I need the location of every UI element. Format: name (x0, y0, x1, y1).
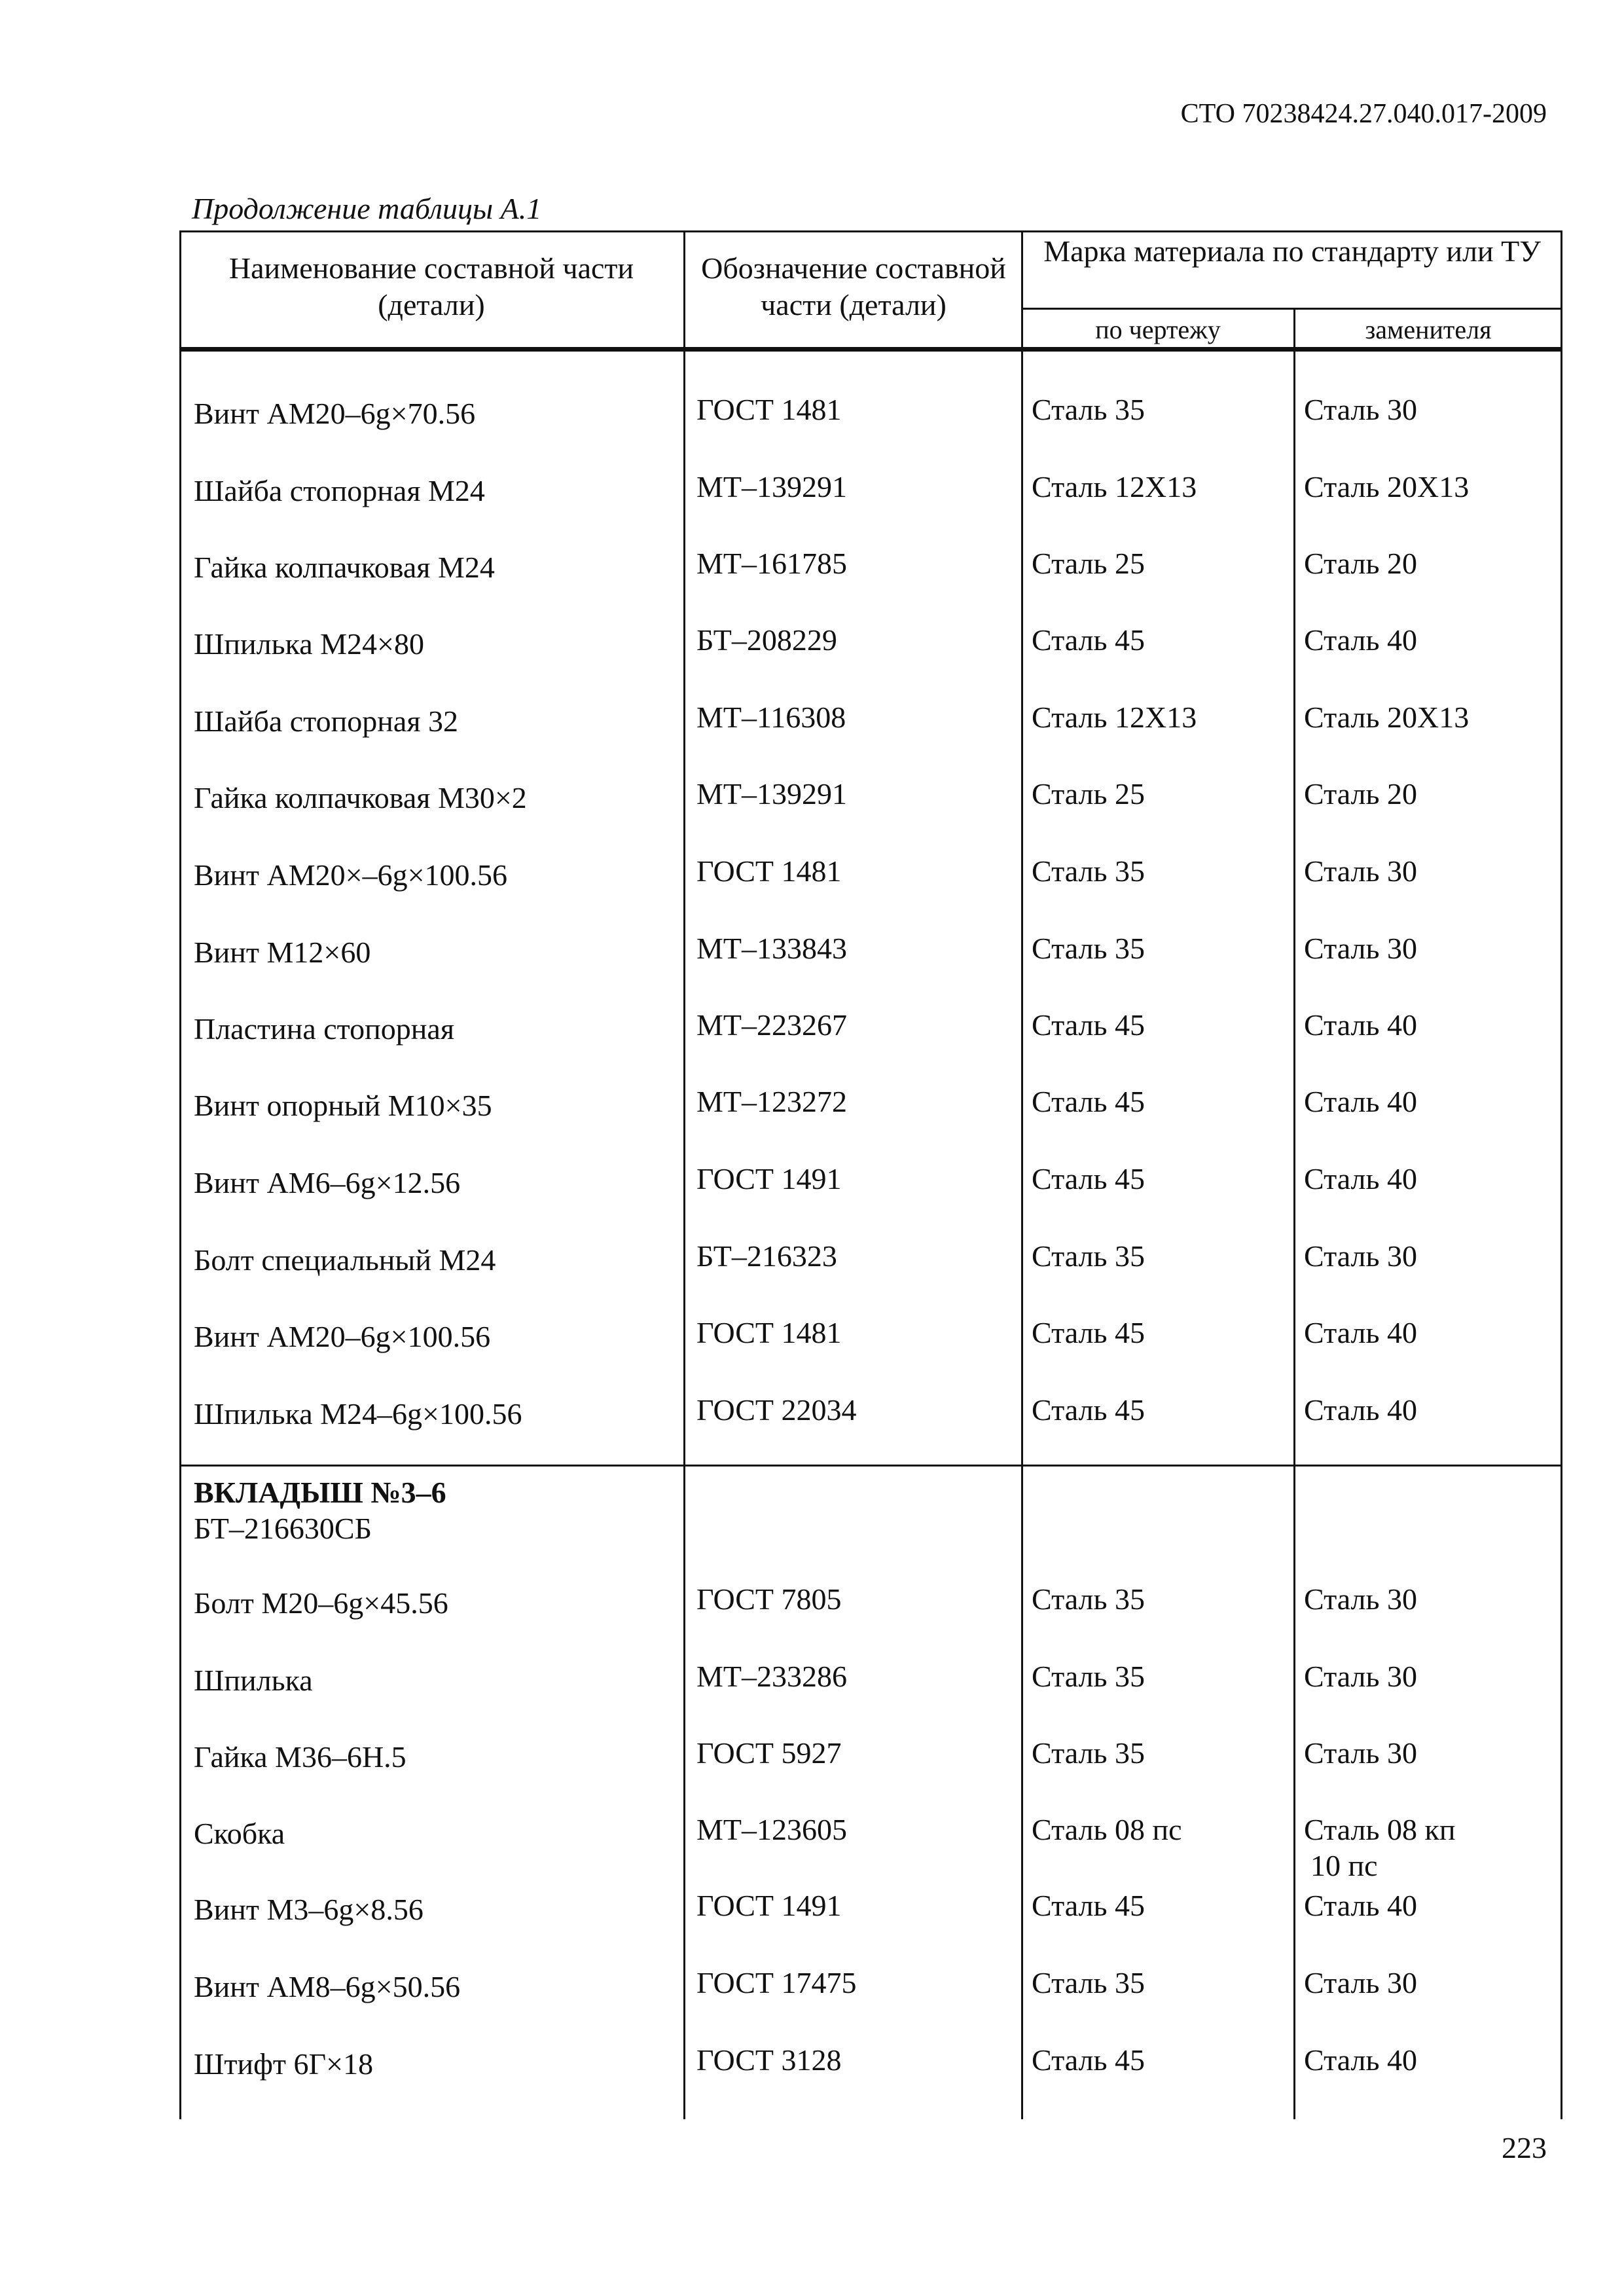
cell-substitute: Сталь 20 (1304, 547, 1417, 580)
cell-substitute: Сталь 40 (1304, 1316, 1417, 1349)
cell-name: Винт М12×60 (194, 936, 371, 969)
cell-by-drawing: Сталь 12Х13 (1032, 470, 1197, 503)
table-border-top (179, 230, 1562, 232)
cell-by-drawing: Сталь 45 (1032, 1889, 1145, 1922)
cell-by-drawing: Сталь 45 (1032, 623, 1145, 657)
section-title: ВКЛАДЫШ №3–6 (194, 1476, 446, 1509)
table-row (179, 1580, 1562, 1658)
table-row (179, 1237, 1562, 1315)
cell-by-drawing: Сталь 35 (1032, 1660, 1145, 1693)
cell-name: Шайба стопорная М24 (194, 474, 485, 507)
cell-designation: ГОСТ 3128 (696, 2043, 842, 2077)
table-row (179, 545, 1562, 622)
table-row (179, 930, 1562, 1007)
cell-substitute: Сталь 30 (1304, 932, 1417, 965)
table-row (179, 1160, 1562, 1237)
cell-substitute: Сталь 08 кп (1304, 1813, 1456, 1846)
header-by-drawing: по чертежу (1095, 315, 1221, 344)
cell-name: Винт М3–6g×8.56 (194, 1893, 424, 1926)
table-row (179, 2041, 1562, 2119)
cell-by-drawing: Сталь 45 (1032, 1008, 1145, 1042)
cell-designation: БТ–208229 (696, 623, 837, 657)
table-row (179, 852, 1562, 930)
cell-designation: МТ–133843 (696, 932, 847, 965)
document-code: СТО 70238424.27.040.017-2009 (1180, 99, 1547, 129)
cell-substitute: Сталь 40 (1304, 1162, 1417, 1195)
cell-substitute: Сталь 30 (1304, 1736, 1417, 1770)
subheader-divider (1021, 308, 1562, 310)
cell-by-drawing: Сталь 35 (1032, 393, 1145, 426)
table-row (179, 1964, 1562, 2041)
cell-name: Винт АМ20×–6g×100.56 (194, 858, 508, 892)
cell-substitute: Сталь 30 (1304, 1660, 1417, 1693)
cell-designation: МТ–123605 (696, 1813, 847, 1846)
cell-substitute: Сталь 40 (1304, 1393, 1417, 1427)
table-row (179, 1006, 1562, 1084)
cell-name: Винт АМ20–6g×100.56 (194, 1320, 491, 1353)
cell-substitute: Сталь 30 (1304, 393, 1417, 426)
cell-name: Пластина стопорная (194, 1012, 454, 1046)
cell-by-drawing: Сталь 35 (1032, 932, 1145, 965)
table-row (179, 621, 1562, 699)
cell-by-drawing: Сталь 35 (1032, 1966, 1145, 1999)
cell-designation: ГОСТ 17475 (696, 1966, 857, 1999)
table-row (179, 1083, 1562, 1160)
cell-designation: ГОСТ 5927 (696, 1736, 842, 1770)
table-row (179, 1314, 1562, 1391)
cell-by-drawing: Сталь 35 (1032, 1239, 1145, 1273)
cell-name: Шпилька (194, 1664, 313, 1697)
cell-designation: ГОСТ 22034 (696, 1393, 857, 1427)
cell-name: Болт специальный М24 (194, 1243, 496, 1277)
cell-by-drawing: Сталь 08 пс (1032, 1813, 1182, 1846)
cell-substitute: Сталь 40 (1304, 623, 1417, 657)
cell-substitute: Сталь 20Х13 (1304, 701, 1470, 734)
table-row (179, 1734, 1562, 1812)
cell-designation: МТ–139291 (696, 470, 847, 503)
cell-designation: ГОСТ 1491 (696, 1162, 842, 1195)
cell-designation: МТ–233286 (696, 1660, 847, 1693)
cell-substitute: Сталь 40 (1304, 2043, 1417, 2077)
materials-table (179, 230, 1562, 2119)
cell-designation: ГОСТ 7805 (696, 1582, 842, 1616)
table-row (179, 775, 1562, 852)
cell-designation: МТ–161785 (696, 547, 847, 580)
cell-name: Гайка колпачковая М24 (194, 551, 495, 584)
cell-by-drawing: Сталь 25 (1032, 547, 1145, 580)
cell-substitute: Сталь 20Х13 (1304, 470, 1470, 503)
cell-designation: МТ–139291 (696, 777, 847, 811)
cell-substitute: Сталь 40 (1304, 1008, 1417, 1042)
cell-name: Винт опорный М10×35 (194, 1089, 492, 1122)
page-number: 223 (1502, 2131, 1547, 2164)
cell-substitute: Сталь 40 (1304, 1085, 1417, 1118)
cell-by-drawing: Сталь 35 (1032, 854, 1145, 888)
cell-name: Гайка М36–6Н.5 (194, 1740, 406, 1774)
table-row (179, 1391, 1562, 1468)
table-row (179, 1887, 1562, 1964)
table-caption: Продолжение таблицы А.1 (192, 192, 542, 225)
cell-substitute: Сталь 30 (1304, 1239, 1417, 1273)
cell-by-drawing: Сталь 45 (1032, 1085, 1145, 1118)
cell-by-drawing: Сталь 25 (1032, 777, 1145, 811)
cell-designation: ГОСТ 1481 (696, 1316, 842, 1349)
header-substitute: заменителя (1365, 315, 1492, 344)
cell-name: Шпилька М24×80 (194, 627, 424, 661)
cell-designation: ГОСТ 1481 (696, 854, 842, 888)
cell-substitute-extra: 10 пс (1310, 1849, 1378, 1882)
cell-name: Штифт 6Г×18 (194, 2047, 374, 2081)
cell-substitute: Сталь 30 (1304, 1966, 1417, 1999)
cell-name: Болт М20–6g×45.56 (194, 1586, 448, 1620)
table-row (179, 699, 1562, 776)
cell-designation: ГОСТ 1491 (696, 1889, 842, 1922)
cell-name: Винт АМ6–6g×12.56 (194, 1166, 461, 1199)
cell-designation: ГОСТ 1481 (696, 393, 842, 426)
cell-by-drawing: Сталь 12Х13 (1032, 701, 1197, 734)
cell-designation: БТ–216323 (696, 1239, 837, 1273)
table-row (179, 1658, 1562, 1735)
table-row (179, 391, 1562, 468)
cell-by-drawing: Сталь 45 (1032, 2043, 1145, 2077)
cell-substitute: Сталь 20 (1304, 777, 1417, 811)
cell-designation: МТ–123272 (696, 1085, 847, 1118)
cell-name: Винт АМ20–6g×70.56 (194, 397, 476, 430)
table-row (179, 468, 1562, 545)
cell-name: Скобка (194, 1817, 285, 1850)
cell-name: Шпилька М24–6g×100.56 (194, 1397, 522, 1430)
cell-by-drawing: Сталь 45 (1032, 1162, 1145, 1195)
cell-substitute: Сталь 30 (1304, 854, 1417, 888)
cell-by-drawing: Сталь 45 (1032, 1393, 1145, 1427)
header-designation: Обозначение составной части (детали) (701, 251, 1006, 321)
cell-by-drawing: Сталь 35 (1032, 1736, 1145, 1770)
cell-substitute: Сталь 30 (1304, 1582, 1417, 1616)
header-name: Наименование составной части (детали) (228, 251, 634, 321)
cell-name: Шайба стопорная 32 (194, 704, 458, 738)
cell-name: Гайка колпачковая М30×2 (194, 781, 527, 814)
section-subtitle: БТ–216630СБ (194, 1512, 372, 1545)
cell-by-drawing: Сталь 45 (1032, 1316, 1145, 1349)
cell-name: Винт АМ8–6g×50.56 (194, 1970, 461, 2003)
cell-substitute: Сталь 40 (1304, 1889, 1417, 1922)
cell-designation: МТ–223267 (696, 1008, 847, 1042)
cell-designation: МТ–116308 (696, 701, 846, 734)
cell-by-drawing: Сталь 35 (1032, 1582, 1145, 1616)
header-bottom-rule (179, 347, 1562, 352)
header-material: Марка материала по стандарту или ТУ (1043, 234, 1541, 268)
